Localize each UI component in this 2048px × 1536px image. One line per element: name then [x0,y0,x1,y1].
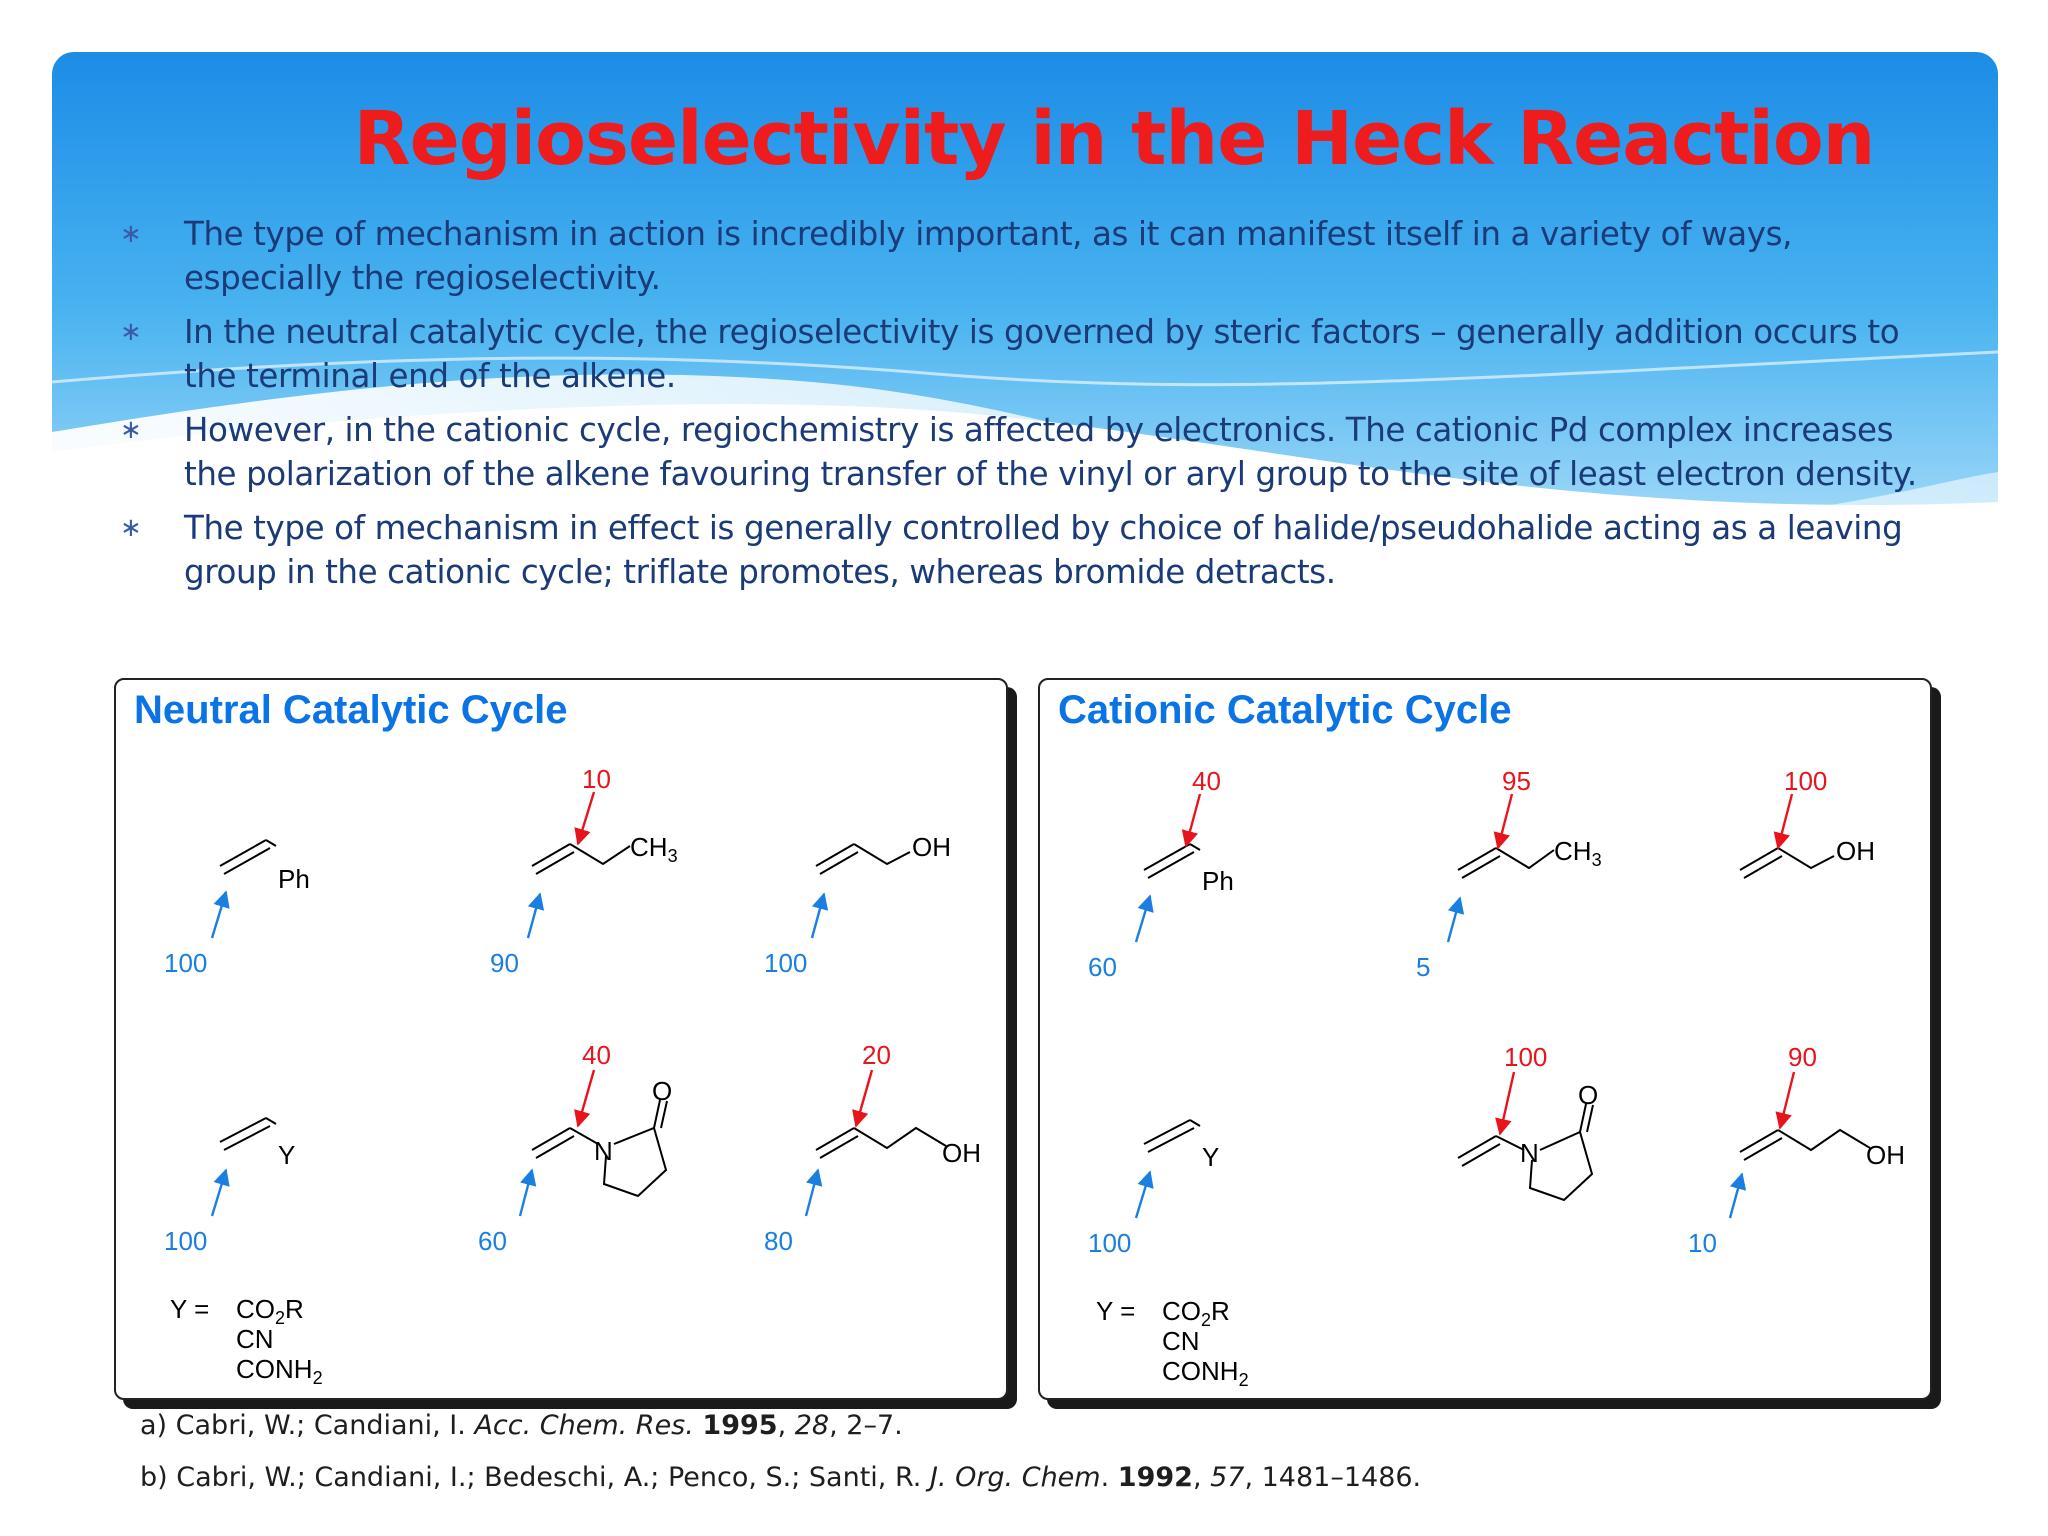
bullet-item [120,310,1950,398]
bullet-text: The type of mechanism in action is incredibly important, as it can manifest itself in a variety of ways, especially the regioselectivity. [184,215,1793,297]
cationic-structures [1040,680,1930,1398]
neutral-cycle-title: Neutral Catalytic Cycle [134,688,568,732]
neutral-cycle-panel [114,678,1008,1400]
cationic-styrene-terminal: 60 [1088,952,1117,982]
cationic-ph-label: Ph [1202,866,1234,896]
cationic-y-def: Y = [1096,1296,1136,1326]
neutral-styrene-terminal: 100 [164,948,208,978]
neutral-y-cn: CN [236,1324,274,1354]
neutral-n-label: N [594,1136,613,1166]
bullet-item [120,212,1950,300]
cationic-o-label: O [1578,1080,1599,1110]
bullet-marker: ∗ [120,513,142,543]
cationic-cycle-title: Cationic Catalytic Cycle [1058,688,1512,732]
bullet-text: The type of mechanism in effect is generally controlled by choice of halide/pseudohalide acting as a leaving group in the cationic cycle; triflate promotes, whereas bromide detracts. [184,509,1903,591]
neutral-oh-label: OH [912,832,951,862]
cationic-styrene-internal: 40 [1192,766,1221,796]
neutral-butene-terminal: 90 [490,948,519,978]
neutral-nvp-terminal: 60 [478,1226,507,1256]
neutral-butene-internal: 10 [582,764,611,794]
bullet-item [120,408,1950,496]
cationic-acrylate-terminal: 100 [1088,1228,1132,1258]
cationic-butene-terminal: 5 [1416,952,1431,982]
cationic-n-label: N [1520,1138,1539,1168]
neutral-butenol-internal: 20 [862,1040,891,1070]
cationic-oh-label: OH [1836,836,1875,866]
cationic-butenol-internal: 90 [1788,1042,1817,1072]
reference-b: b) Cabri, W.; Candiani, I.; Bedeschi, A.; Penco, S.; Santi, R. J. Org. Chem. 1992, 57, 1481–1486. [140,1462,1422,1493]
references [140,1410,1421,1514]
cationic-oh2-label: OH [1866,1140,1905,1170]
neutral-o-label: O [652,1076,673,1106]
cationic-y-cn: CN [1162,1326,1200,1356]
bullet-text: In the neutral catalytic cycle, the regioselectivity is governed by steric factors – generally addition occurs to the terminal end of the alkene. [184,313,1900,395]
neutral-allyl-terminal: 100 [764,948,808,978]
neutral-nvp-internal: 40 [582,1040,611,1070]
reference-a: a) Cabri, W.; Candiani, I. Acc. Chem. Res. 1995, 28, 2–7. [140,1410,903,1441]
neutral-y-label: Y [278,1140,296,1170]
cationic-y-co2r: $CO_2R$ [1162,1296,1230,1330]
neutral-structures [116,680,1006,1398]
bullet-list [120,212,1950,604]
cationic-butenol-terminal: 10 [1688,1228,1717,1258]
neutral-acrylate-terminal: 100 [164,1226,208,1256]
cationic-y-label: Y [1202,1142,1220,1172]
neutral-ch3-label: $CH_3$ [630,832,678,866]
neutral-butenol-terminal: 80 [764,1226,793,1256]
cationic-ch3-label: $CH_3$ [1554,836,1602,870]
cationic-nvp-internal: 100 [1504,1042,1548,1072]
neutral-y-conh2: $CONH_2$ [236,1354,323,1388]
page-title: Regioselectivity in the Heck Reaction [353,96,1875,182]
neutral-ph-label: Ph [278,864,310,894]
bullet-marker: ∗ [120,317,142,347]
bullet-item [120,506,1950,594]
bullet-text: However, in the cationic cycle, regiochemistry is affected by electronics. The cationic Pd complex increases the polarization of the alkene favouring transfer of the vinyl or aryl group to the site of least electron density. [184,411,1917,493]
neutral-oh2-label: OH [942,1138,981,1168]
neutral-y-co2r: $CO_2R$ [236,1294,304,1328]
cationic-butene-internal: 95 [1502,766,1531,796]
cationic-allyl-internal: 100 [1784,766,1828,796]
cationic-y-conh2: $CONH_2$ [1162,1356,1249,1390]
bullet-marker: ∗ [120,415,142,445]
cationic-cycle-panel [1038,678,1932,1400]
neutral-y-def: Y = [170,1294,210,1324]
bullet-marker: ∗ [120,219,142,249]
